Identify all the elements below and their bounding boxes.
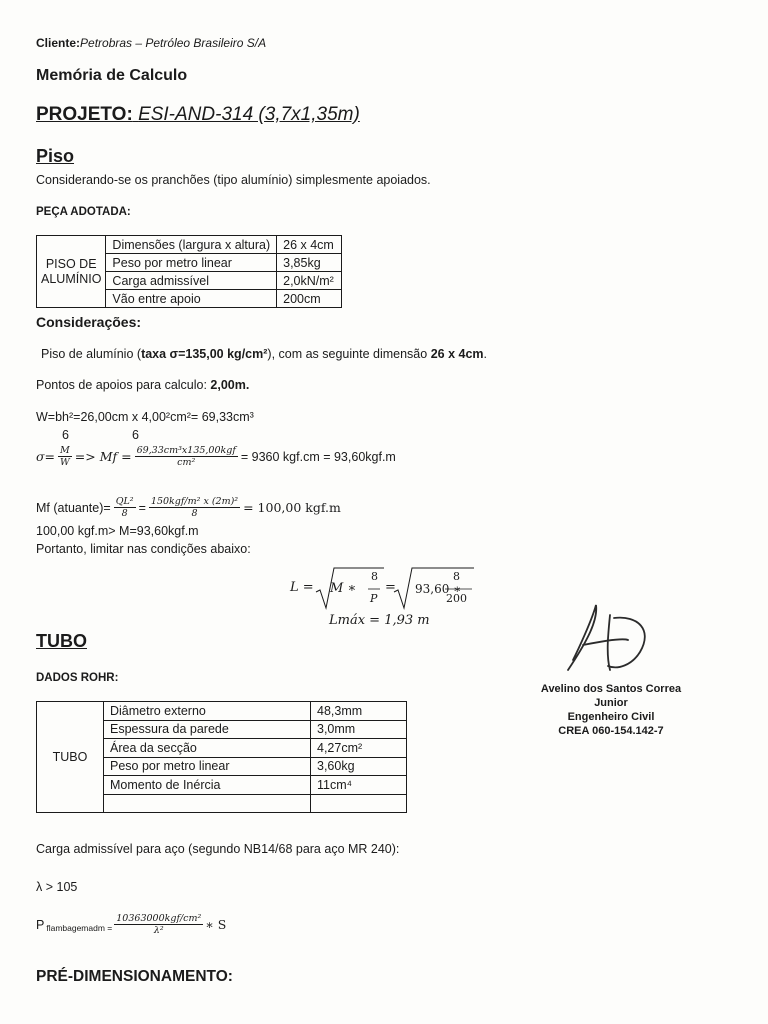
text-span: λ² [153, 925, 164, 936]
text-span: Piso de alumínio ( [41, 347, 142, 361]
text-span: QL² [115, 496, 134, 507]
pre-dimensionamento-heading: PRÉ-DIMENSIONAMENTO: [36, 968, 233, 985]
table-cell: 11cm⁴ [311, 776, 407, 795]
lambda-line: λ > 105 [36, 880, 78, 894]
table-cell: Vão entre apoio [106, 290, 277, 308]
tubo-table-label: TUBO [37, 702, 104, 813]
tubo-heading: TUBO [36, 631, 87, 651]
table-cell: 26 x 4cm [277, 236, 342, 254]
text-span: ), com as seguinte dimensão [267, 347, 431, 361]
piso-line1 [41, 347, 487, 361]
text-span: 26 x 4cm [430, 347, 484, 361]
sigma-fraction [58, 445, 72, 468]
projeto-title [36, 104, 360, 126]
signature-scribble [548, 600, 668, 680]
table-cell: 3,85kg [277, 254, 342, 272]
qv-fraction [149, 496, 240, 519]
table-cell: Carga admissível [106, 272, 277, 290]
mf-atuante-formula [36, 496, 341, 519]
portanto-line: Portanto, limitar nas condições abaixo: [36, 542, 251, 556]
table-cell: 200cm [277, 290, 342, 308]
text-span: taxa σ=135,00 kg/cm² [141, 347, 268, 361]
table-cell: Dimensões (largura x altura) [106, 236, 277, 254]
table-row [37, 236, 342, 254]
text-span: 8 [371, 570, 378, 583]
p-formula [36, 913, 226, 936]
consideracoes-heading: Considerações: [36, 314, 142, 330]
text-span: Mf (atuante)= [36, 500, 111, 515]
projeto-value: ESI-AND-314 (3,7x1,35m) [138, 104, 360, 125]
table-cell: 48,3mm [311, 702, 407, 721]
text-span: 8 [191, 508, 198, 519]
w-den-1: 6 [62, 428, 69, 442]
l-formula [290, 566, 480, 614]
table-cell: Diâmetro externo [104, 702, 311, 721]
text-span: 93,60 ∗ [415, 582, 462, 596]
text-span: 8 [453, 570, 460, 583]
table-cell: 4,27cm² [311, 739, 407, 758]
table-cell [311, 794, 407, 813]
peca-adotada-label: PEÇA ADOTADA: [36, 206, 131, 218]
w-formula: W=bh²=26,00cm x 4,00²cm²= 69,33cm³ [36, 410, 254, 424]
text-span: P [370, 592, 378, 605]
text-span: Pontos de apoios para calculo: [36, 378, 211, 392]
w-den-2: 6 [132, 428, 139, 442]
lmax-line: Lmáx = 1,93 m [329, 613, 430, 628]
table-cell: Momento de Inércia [104, 776, 311, 795]
text-span: . [483, 347, 487, 361]
text-span: P [36, 917, 45, 932]
piso-table-label: PISO DE ALUMÍNIO [37, 236, 106, 308]
table-cell: 2,0kN/m² [277, 272, 342, 290]
signature-block [536, 682, 686, 738]
text-span: cm² [177, 457, 196, 468]
table-cell: 3,0mm [311, 720, 407, 739]
tubo-table [36, 701, 407, 813]
piso-heading: Piso [36, 146, 75, 166]
text-span: flambagemadm = [46, 922, 113, 933]
text-span: = 9360 kgf.cm = 93,60kgf.m [240, 449, 396, 464]
text-span: 200 [446, 592, 467, 605]
text-span: 8 [121, 508, 128, 519]
signature-crea: CREA 060-154.142-7 [558, 725, 664, 737]
mf-fraction [135, 445, 238, 468]
text-span: 2,00m. [210, 378, 250, 392]
client-line [36, 36, 266, 50]
text-span: L = [290, 580, 314, 595]
projeto-label: PROJETO: [36, 104, 133, 125]
compare-line: 100,00 kgf.m> M=93,60kgf.m [36, 524, 199, 538]
dados-rohr-label: DADOS ROHR: [36, 672, 119, 684]
table-cell: 3,60kg [311, 757, 407, 776]
text-span: 10363000kgf/cm² [116, 913, 202, 924]
piso-line2 [36, 378, 249, 392]
table-cell: Peso por metro linear [106, 254, 277, 272]
text-span: W [60, 457, 70, 468]
piso-table [36, 235, 342, 308]
table-row [37, 702, 407, 721]
text-span: M ∗ [330, 581, 357, 596]
client-value: Petrobras – Petróleo Brasileiro S/A [80, 36, 267, 50]
text-span: => Mf = [74, 449, 132, 464]
text-span: = 100,00 kgf.m [243, 500, 341, 515]
ql-fraction [114, 496, 136, 519]
piso-intro: Considerando-se os pranchões (tipo alumínio) simplesmente apoiados. [36, 173, 431, 187]
text-span: 150kgf/m² x (2m)² [150, 496, 239, 507]
p-fraction [114, 913, 203, 936]
table-cell [104, 794, 311, 813]
carga-line: Carga admissível para aço (segundo NB14/68 para aço MR 240): [36, 842, 400, 856]
sigma-formula [36, 445, 396, 468]
memoria-title: Memória de Calculo [36, 67, 188, 84]
table-cell: Peso por metro linear [104, 757, 311, 776]
text-span: = [138, 500, 146, 515]
signature-name: Avelino dos Santos Correa Junior [540, 683, 682, 709]
client-label: Cliente: [36, 36, 81, 50]
signature-title: Engenheiro Civil [567, 711, 655, 723]
table-cell: Área da secção [104, 739, 311, 758]
table-cell: Espessura da parede [104, 720, 311, 739]
text-span: ∗ S [205, 917, 227, 932]
text-span: M [58, 445, 72, 457]
text-span: 69,33cm³x135,00kgf [136, 445, 236, 456]
text-span: σ= [36, 449, 56, 464]
text-span: = [385, 580, 396, 595]
